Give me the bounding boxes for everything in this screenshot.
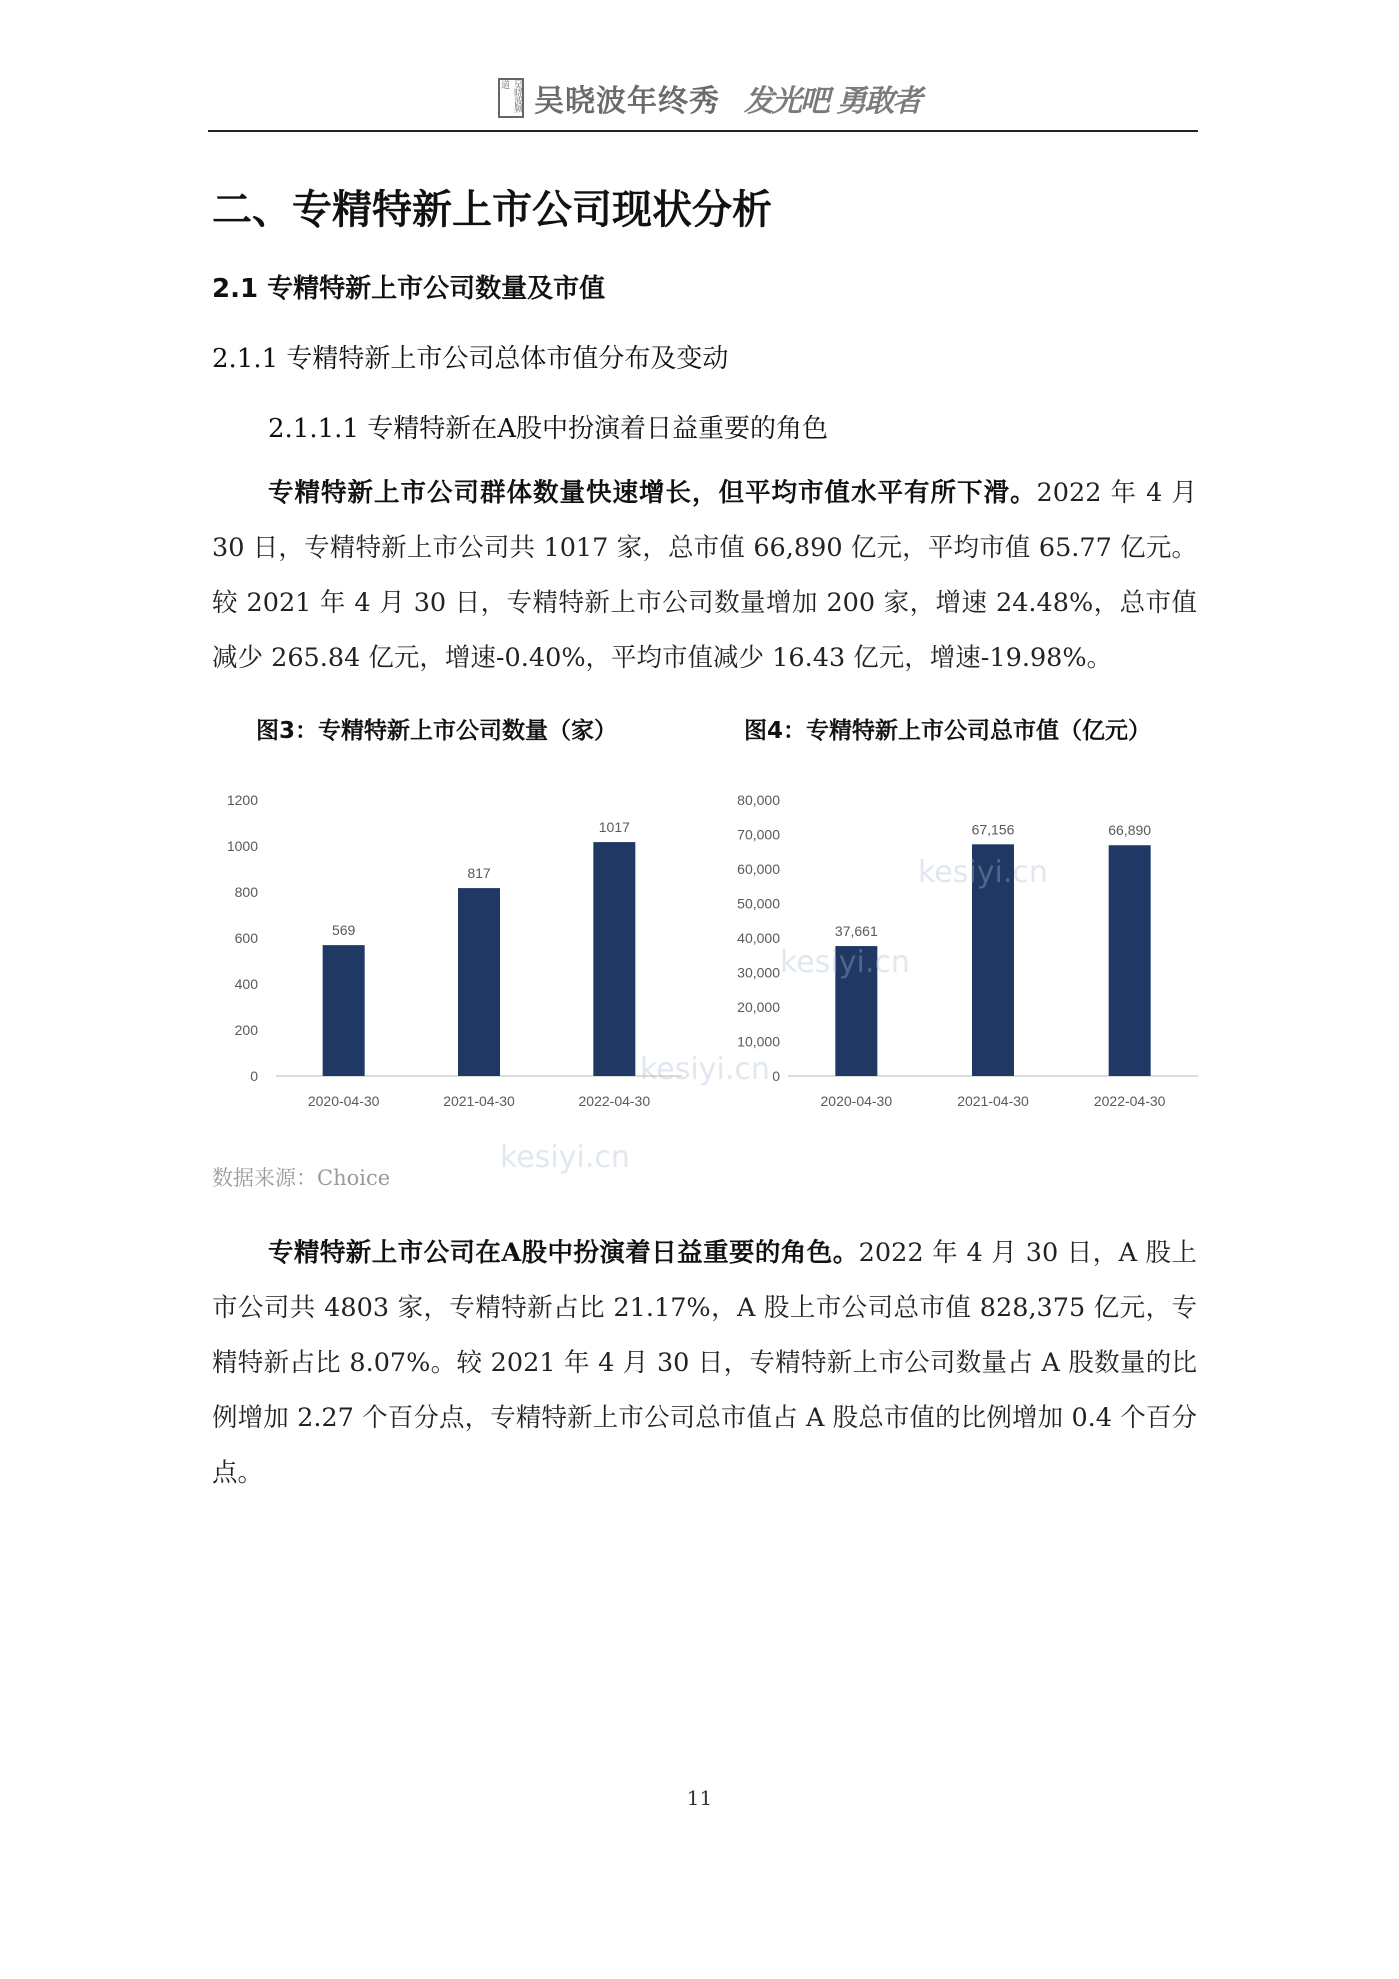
page-header — [208, 70, 1198, 132]
x-tick-label: 2022-04-30 — [578, 1093, 651, 1109]
y-tick-label: 600 — [234, 930, 258, 946]
figure-4-title: 图4：专精特新上市公司总市值（亿元） — [744, 718, 1152, 744]
watermark: kesiyi.cn — [918, 855, 1048, 890]
y-tick-label: 50,000 — [737, 895, 780, 912]
watermark: kesiyi.cn — [640, 1052, 770, 1087]
bar — [972, 844, 1014, 1076]
y-tick-label: 20,000 — [737, 999, 780, 1015]
figure-3-title: 图3：专精特新上市公司数量（家） — [256, 718, 618, 744]
paragraph-2 — [212, 1226, 1197, 1501]
y-tick-label: 80,000 — [737, 792, 780, 808]
bar-data-label: 569 — [331, 922, 356, 939]
bar — [458, 888, 500, 1076]
y-tick-label: 200 — [234, 1022, 258, 1038]
paragraph-heading: 2.1.1.1 专精特新在A股中扮演着日益重要的角色 — [268, 414, 829, 444]
y-tick-label: 1000 — [226, 838, 258, 854]
bar-data-label: 817 — [467, 865, 491, 882]
page-number: 11 — [686, 1786, 713, 1810]
paragraph-1-lead: 专精特新上市公司群体数量快速增长，但平均市值水平有所下滑。 — [268, 478, 1037, 508]
subsubsection-heading: 2.1.1 专精特新上市公司总体市值分布及变动 — [212, 344, 729, 374]
y-tick-label: 1200 — [226, 792, 258, 808]
x-tick-label: 2020-04-30 — [307, 1093, 380, 1109]
bar-data-label: 37,661 — [834, 923, 878, 940]
bar-data-label: 66,890 — [1108, 822, 1152, 839]
paragraph-1-body: 2022 年 4 月 30 日，专精特新上市公司共 1017 家，总市值 66,890 亿元，平均市值 65.77 亿元。较 2021 年 4 月 30 日，专精特新上市公司数量增加 200 家，增速 24.48%，总市值减少 265.84 亿元，增速-0.40%，平均市值减少 16.43 亿元，增速-19.98%。 — [212, 478, 1197, 673]
y-tick-label: 30,000 — [737, 964, 780, 981]
bar — [323, 945, 365, 1076]
watermark: kesiyi.cn — [780, 945, 910, 980]
x-tick-label: 2021-04-30 — [957, 1093, 1029, 1109]
y-tick-label: 0 — [772, 1068, 780, 1084]
paragraph-1 — [212, 466, 1197, 686]
header-brand — [498, 70, 920, 126]
bar — [593, 842, 635, 1076]
bar — [1109, 845, 1151, 1076]
subsection-heading: 2.1 专精特新上市公司数量及市值 — [212, 274, 606, 304]
bar — [835, 946, 877, 1076]
y-tick-label: 10,000 — [737, 1033, 780, 1050]
chart-market-value-svg — [726, 780, 1198, 1130]
chart-market-value — [726, 780, 1198, 1130]
y-tick-label: 60,000 — [737, 861, 780, 877]
x-tick-label: 2022-04-30 — [1093, 1093, 1166, 1109]
chart-company-count-svg — [212, 780, 682, 1130]
x-tick-label: 2021-04-30 — [443, 1093, 515, 1109]
x-tick-label: 2020-04-30 — [820, 1093, 893, 1109]
y-tick-label: 400 — [234, 976, 258, 992]
bar-data-label: 67,156 — [971, 821, 1015, 838]
paragraph-2-body: 2022 年 4 月 30 日，A 股上市公司共 4803 家，专精特新占比 21.17%，A 股上市公司总市值 828,375 亿元，专精特新占比 8.07%。较 2021 年 4 月 30 日，专精特新上市公司数量占 A 股数量的比例增加 2.27 个百分点，专精特新上市公司总市值占 A 股总市值的比例增加 0.4 个百分点。 — [212, 1238, 1197, 1488]
data-source: 数据来源：Choice — [212, 1166, 391, 1190]
y-tick-label: 70,000 — [737, 826, 780, 843]
watermark: kesiyi.cn — [500, 1140, 630, 1175]
bar-data-label: 1017 — [598, 819, 630, 836]
y-tick-label: 800 — [234, 884, 258, 900]
brand-logo: 吴晓波频道 — [498, 78, 524, 118]
chart-company-count — [212, 780, 682, 1130]
y-tick-label: 40,000 — [737, 930, 780, 946]
paragraph-2-lead: 专精特新上市公司在A股中扮演着日益重要的角色。 — [268, 1238, 859, 1268]
section-heading: 二、专精特新上市公司现状分析 — [212, 187, 772, 233]
header-slogan: 发光吧 勇敢者 — [744, 84, 921, 119]
header-title: 吴晓波年终秀 — [534, 84, 720, 119]
y-tick-label: 0 — [250, 1068, 258, 1084]
